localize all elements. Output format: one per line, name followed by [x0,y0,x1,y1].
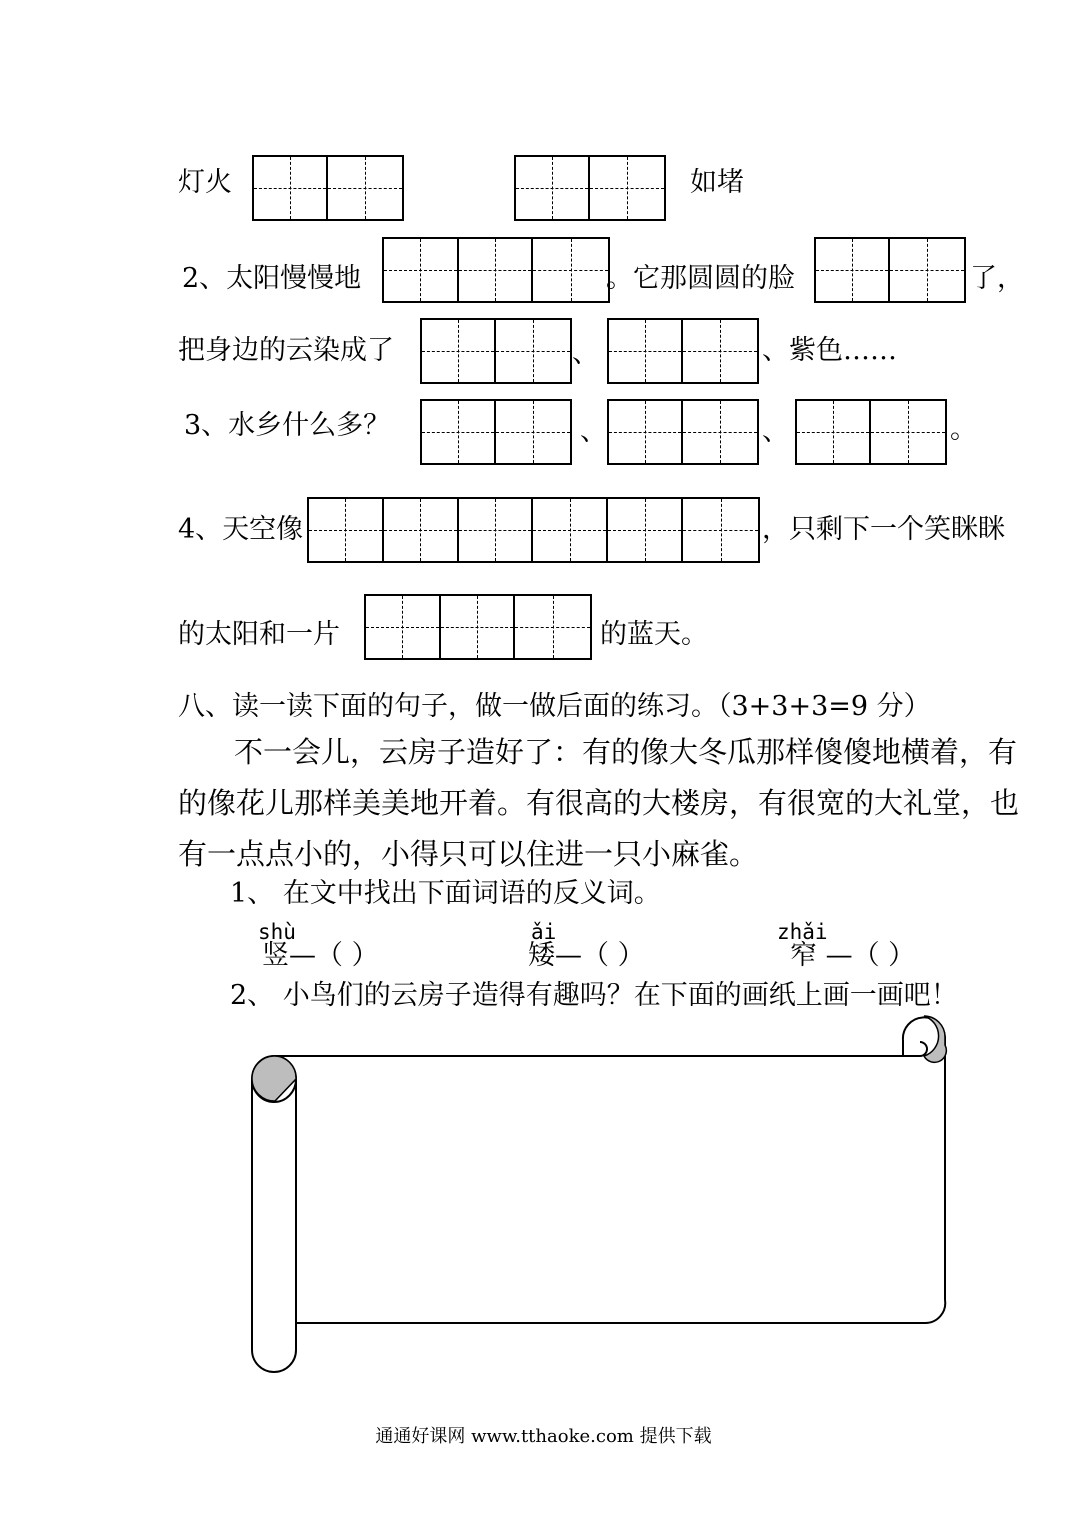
item2-mid: 。它那圆圆的脸 [606,263,795,294]
item2-prefix: 2、太阳慢慢地 [182,263,362,294]
pinyin-zhai: zhǎi [777,920,828,944]
item3-prefix: 3、水乡什么多？ [184,410,391,441]
item3-sep2: 、 [762,416,789,447]
antonym-item: 矮—（ ） [528,940,645,971]
item4-line2-end: 的蓝天。 [600,619,708,650]
line1-left-text: 灯火 [178,167,232,198]
pinyin-ai: ǎi [531,920,557,944]
task2-text: 2、 小鸟们的云房子造得有趣吗？在下面的画纸上画一画吧！ [230,980,958,1011]
item4-end: ，只剩下一个笑眯眯 [762,514,1005,545]
footer-text: 通通好课网 www.tthaoke.com 提供下载 [375,1426,712,1447]
q8-heading: 八、读一读下面的句子，做一做后面的练习。（3+3+3=9 分） [178,691,931,722]
item3-sep1: 、 [580,416,607,447]
item3-end: 。 [950,414,977,445]
item2-sep2: 、紫色…… [762,335,897,366]
line1-right-text: 如堵 [690,167,744,198]
item2-sep1: 、 [572,338,599,369]
pinyin-shu: shù [258,920,296,944]
antonym-item: 窄 —（ ） [790,940,916,971]
passage-line: 的像花儿那样美美地开着。有很高的大楼房，有很宽的大礼堂，也 [178,786,1020,820]
item4-prefix: 4、天空像 [178,514,304,545]
item2-end: 了， [970,263,1024,294]
item4-line2-prefix: 的太阳和一片 [178,619,340,650]
item2-line2-prefix: 把身边的云染成了 [178,335,394,366]
antonym-item: 竖—（ ） [262,940,379,971]
passage-line: 不一会儿，云房子造好了：有的像大冬瓜那样傻傻地横着，有 [234,735,1018,769]
passage-line: 有一点点小的，小得只可以住进一只小麻雀。 [178,837,759,871]
task1-text: 1、 在文中找出下面词语的反义词。 [230,878,661,909]
